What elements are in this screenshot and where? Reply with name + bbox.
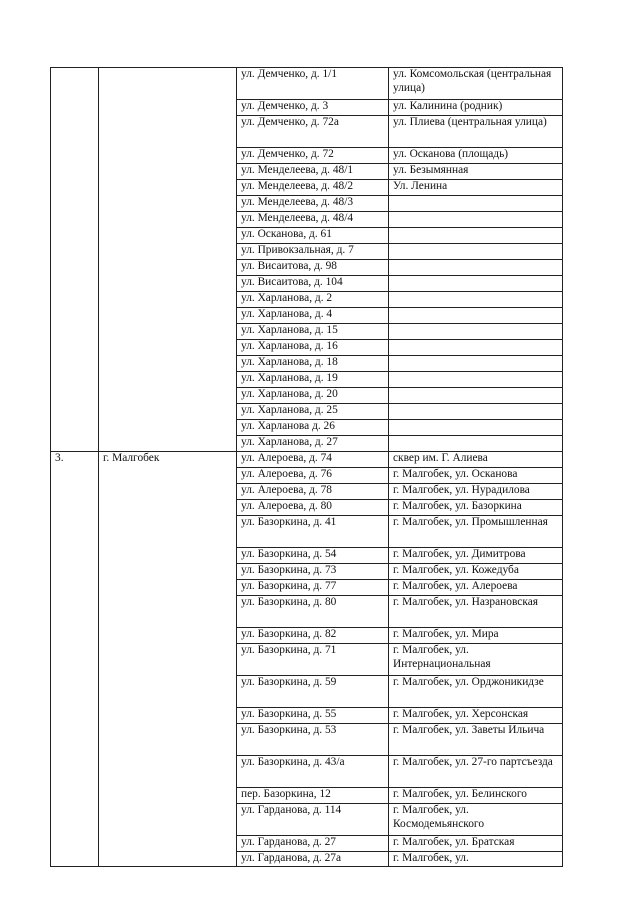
location-cell: г. Малгобек, ул. Орджоникидзе (389, 676, 563, 708)
address-cell: ул. Харланова д. 26 (237, 420, 389, 436)
location-cell: г. Малгобек, ул. Промышленная (389, 516, 563, 548)
row-number-cell: 3. (51, 452, 99, 867)
location-cell: г. Малгобек, ул. Алероева (389, 580, 563, 596)
location-cell (389, 244, 563, 260)
location-cell: г. Малгобек, ул. Братская (389, 836, 563, 852)
location-cell (389, 324, 563, 340)
address-cell: ул. Демченко, д. 1/1 (237, 68, 389, 100)
location-cell: сквер им. Г. Алиева (389, 452, 563, 468)
address-cell: ул. Осканова, д. 61 (237, 228, 389, 244)
address-cell: ул. Базоркина, д. 80 (237, 596, 389, 628)
address-cell: ул. Харланова, д. 18 (237, 356, 389, 372)
location-cell: Ул. Ленина (389, 180, 563, 196)
location-cell: ул. Комсомольская (центральная улица) (389, 68, 563, 100)
settlement-cell (99, 68, 237, 452)
address-cell: ул. Гарданова, д. 27а (237, 852, 389, 867)
address-cell: пер. Базоркина, 12 (237, 788, 389, 804)
location-cell (389, 388, 563, 404)
address-cell: ул. Базоркина, д. 73 (237, 564, 389, 580)
address-cell: ул. Менделеева, д. 48/3 (237, 196, 389, 212)
location-cell (389, 404, 563, 420)
location-cell (389, 356, 563, 372)
location-cell: ул. Безымянная (389, 164, 563, 180)
location-cell: г. Малгобек, ул. (389, 852, 563, 867)
location-cell: г. Малгобек, ул. Димитрова (389, 548, 563, 564)
location-cell: ул. Плиева (центральная улица) (389, 116, 563, 148)
address-cell: ул. Харланова, д. 4 (237, 308, 389, 324)
address-cell: ул. Менделеева, д. 48/4 (237, 212, 389, 228)
location-cell (389, 260, 563, 276)
address-cell: ул. Базоркина, д. 41 (237, 516, 389, 548)
address-cell: ул. Базоркина, д. 59 (237, 676, 389, 708)
location-cell: г. Малгобек, ул. Кожедуба (389, 564, 563, 580)
location-cell (389, 372, 563, 388)
location-cell (389, 212, 563, 228)
location-cell (389, 292, 563, 308)
address-cell: ул. Демченко, д. 3 (237, 100, 389, 116)
address-cell: ул. Менделеева, д. 48/1 (237, 164, 389, 180)
address-cell: ул. Харланова, д. 16 (237, 340, 389, 356)
table-row (51, 68, 563, 100)
address-cell: ул. Алероева, д. 78 (237, 484, 389, 500)
location-cell: ул. Осканова (площадь) (389, 148, 563, 164)
location-cell (389, 276, 563, 292)
address-cell: ул. Харланова, д. 2 (237, 292, 389, 308)
address-cell: ул. Харланова, д. 25 (237, 404, 389, 420)
location-cell (389, 436, 563, 452)
location-cell: г. Малгобек, ул. Мира (389, 628, 563, 644)
address-cell: ул. Менделеева, д. 48/2 (237, 180, 389, 196)
location-cell: г. Малгобек, ул. Назрановская (389, 596, 563, 628)
address-cell: ул. Базоркина, д. 82 (237, 628, 389, 644)
address-table (50, 67, 563, 867)
address-cell: ул. Висаитова, д. 98 (237, 260, 389, 276)
address-cell: ул. Базоркина, д. 54 (237, 548, 389, 564)
address-cell: ул. Харланова, д. 20 (237, 388, 389, 404)
location-cell (389, 420, 563, 436)
address-cell: ул. Базоркина, д. 71 (237, 644, 389, 676)
location-cell: г. Малгобек, ул. Херсонская (389, 708, 563, 724)
address-cell: ул. Алероева, д. 74 (237, 452, 389, 468)
address-cell: ул. Алероева, д. 76 (237, 468, 389, 484)
location-cell (389, 196, 563, 212)
address-cell: ул. Алероева, д. 80 (237, 500, 389, 516)
location-cell (389, 340, 563, 356)
location-cell: ул. Калинина (родник) (389, 100, 563, 116)
settlement-cell: г. Малгобек (99, 452, 237, 867)
location-cell (389, 228, 563, 244)
location-cell: г. Малгобек, ул. Заветы Ильича (389, 724, 563, 756)
row-number-cell (51, 68, 99, 452)
location-cell: г. Малгобек, ул. Осканова (389, 468, 563, 484)
address-cell: ул. Висаитова, д. 104 (237, 276, 389, 292)
address-cell: ул. Привокзальная, д. 7 (237, 244, 389, 260)
address-cell: ул. Гарданова, д. 27 (237, 836, 389, 852)
location-cell: г. Малгобек, ул. Космодемьянского (389, 804, 563, 836)
address-table-body (51, 68, 563, 867)
address-cell: ул. Демченко, д. 72а (237, 116, 389, 148)
address-cell: ул. Базоркина, д. 53 (237, 724, 389, 756)
address-cell: ул. Базоркина, д. 55 (237, 708, 389, 724)
address-cell: ул. Демченко, д. 72 (237, 148, 389, 164)
address-cell: ул. Харланова, д. 19 (237, 372, 389, 388)
address-cell: ул. Харланова, д. 15 (237, 324, 389, 340)
location-cell: г. Малгобек, ул. Базоркина (389, 500, 563, 516)
address-cell: ул. Базоркина, д. 43/а (237, 756, 389, 788)
location-cell: г. Малгобек, ул. Белинского (389, 788, 563, 804)
location-cell: г. Малгобек, ул. Нурадилова (389, 484, 563, 500)
address-cell: ул. Харланова, д. 27 (237, 436, 389, 452)
table-row (51, 452, 563, 468)
location-cell: г. Малгобек, ул. 27-го партсъезда (389, 756, 563, 788)
location-cell (389, 308, 563, 324)
address-cell: ул. Гарданова, д. 114 (237, 804, 389, 836)
address-cell: ул. Базоркина, д. 77 (237, 580, 389, 596)
location-cell: г. Малгобек, ул. Интернациональная (389, 644, 563, 676)
